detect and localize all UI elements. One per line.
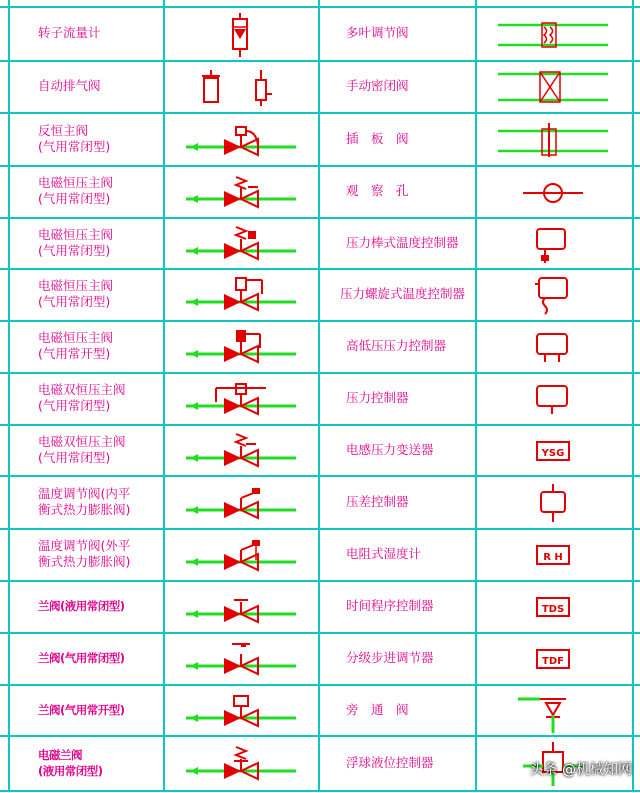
valve-symbol-icon [186,432,296,472]
table-row [0,62,640,114]
box_tdf-icon [536,649,570,671]
left-label: 电磁双恒压主阀 (气用常闭型) [38,382,126,413]
valve-symbol-icon [186,484,296,524]
right-label: 观 察 孔 [346,183,409,198]
box_tds-icon [536,597,570,619]
valve-symbol-icon [186,692,296,732]
left-label: 自动排气阀 [38,78,101,93]
valve-symbol-icon [186,380,296,420]
box_ysg-icon [536,441,570,463]
sight-icon [523,178,583,208]
multileaf-icon [498,17,608,53]
right-label: 压力控制器 [346,390,409,405]
right-label: 旁 通 阀 [346,701,409,717]
table-row [0,426,640,477]
valve-symbol-icon [186,640,296,680]
table-row [0,582,640,634]
watermark: 头条 @机械知网 [529,762,632,778]
left-label: 兰阀(气用常闭型) [38,651,125,665]
right-label: 手动密闭阀 [346,78,409,93]
valve-symbol-icon [186,225,296,265]
ctrl_b-icon [533,274,573,318]
left-label: 转子流量计 [38,25,101,40]
table-row [0,530,640,582]
left-label: 电磁恒压主阀 (气用常开型) [38,330,114,361]
right-label: 电感压力变送器 [346,441,434,457]
right-label: 时间程序控制器 [346,598,434,613]
left-label: 电磁恒压主阀 (气用常闭型) [38,175,114,206]
valve-symbol-icon [186,745,296,785]
left-label: 兰阀(气用常开型) [38,702,125,717]
left-label: 电磁双恒压主阀 (气用常闭型) [38,433,126,465]
right-label: 浮球液位控制器 [346,755,434,770]
table-row [0,167,640,219]
table-row [0,634,640,686]
valve-symbol-icon [186,588,296,628]
table-row [0,686,640,737]
right-label: 压力棒式温度控制器 [346,234,459,250]
valve-symbol-icon [186,173,296,213]
svg-text:YSG: YSG [541,447,565,459]
left-label: 电磁兰阀 (液用常闭型) [38,748,103,778]
left-label: 反恒主阀 (气用常闭型) [38,122,111,154]
right-label: 插 板 阀 [346,130,409,146]
table-row [0,219,640,270]
ctrl_c-icon [533,330,573,366]
svg-text:TDS: TDS [541,604,565,615]
manualsealed-icon [498,68,608,108]
box_rh-icon [536,545,570,567]
bypass-icon [518,689,588,735]
right-label: 压力螺旋式温度控制器 [340,286,466,301]
table-row [0,114,640,167]
left-label: 电磁恒压主阀 (气用常闭型) [38,226,114,258]
left-label: 温度调节阀(内平 衡式热力膨胀阀) [38,485,131,517]
left-label: 温度调节阀(外平 衡式热力膨胀阀) [38,538,131,569]
left-label: 电磁恒压主阀 (气用常闭型) [38,278,114,309]
svg-text:R H: R H [543,552,563,563]
right-label: 分级步进调节器 [346,650,434,665]
right-label: 多叶调节阀 [346,25,409,40]
table-row [0,477,640,530]
table-row [0,322,640,374]
valve-symbol-icon [186,276,296,316]
svg-text:TDF: TDF [542,656,564,667]
valve-symbol-icon [186,328,296,368]
ctrl_e-icon [533,482,573,526]
right-label: 压差控制器 [346,493,409,509]
rotameter-icon [225,13,255,57]
ctrl_d-icon [533,382,573,418]
table-row [0,374,640,426]
airvent-icon [200,68,280,108]
table-row [0,270,640,322]
right-label: 电阻式湿度计 [346,546,422,561]
table-row [0,8,640,62]
ctrl_a-icon [533,225,573,265]
gate-icon [498,123,608,159]
right-label: 高低压压力控制器 [346,338,447,353]
left-label: 兰阀(液用常闭型) [38,599,125,613]
valve-symbol-icon [186,536,296,576]
valve-symbol-icon [186,121,296,161]
